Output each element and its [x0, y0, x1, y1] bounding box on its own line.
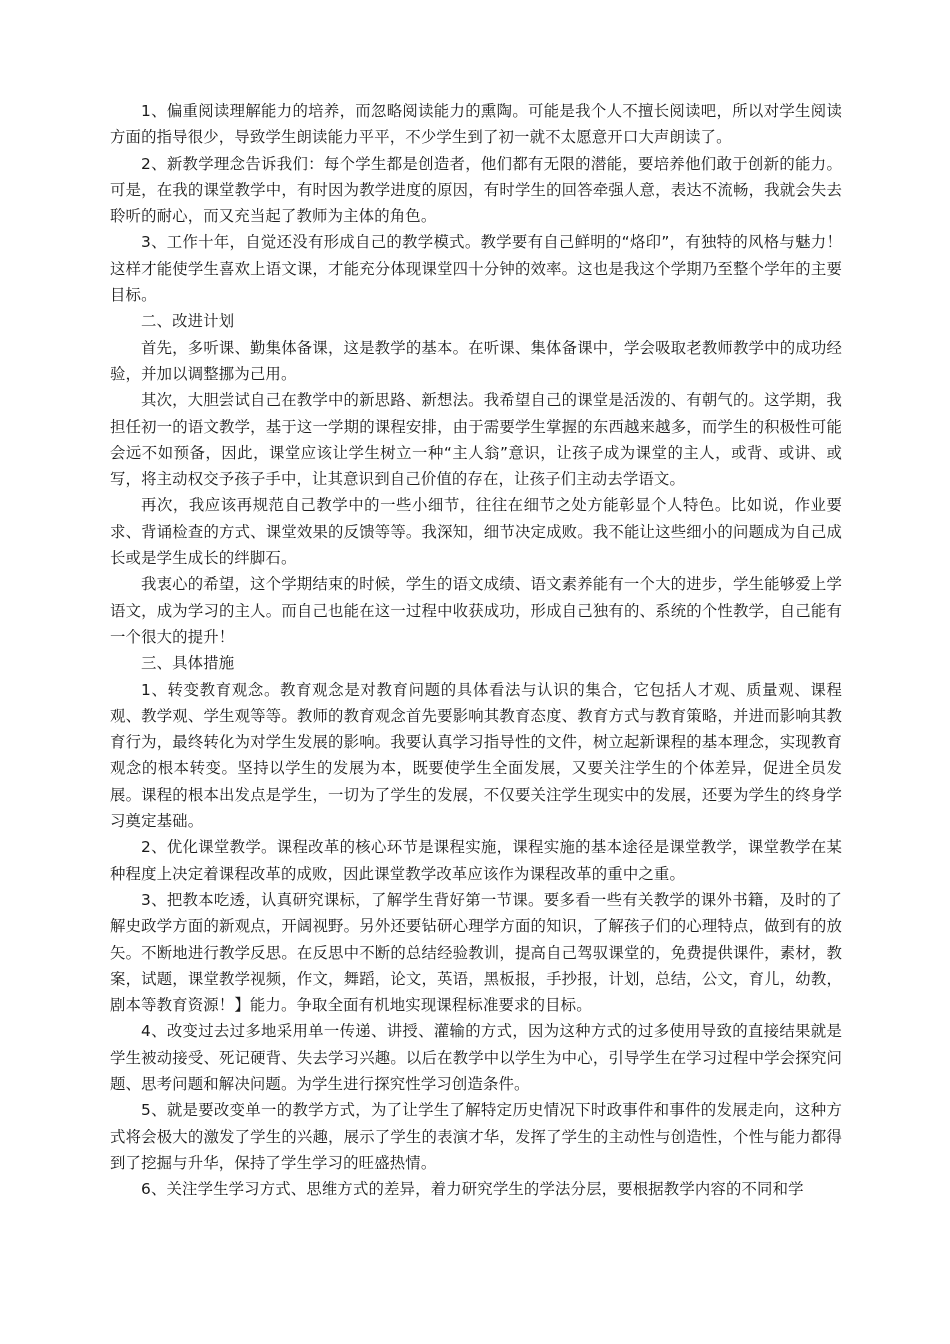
paragraph-third-details: 再次，我应该再规范自己教学中的一些小细节，往往在细节之处方能彰显个人特色。比如说，作业要求、背诵检查的方式、课堂效果的反馈等等。我深知，细节决定成败。我不能让这些细小的问题成为自己成长或是学生成长的绊脚石。 — [110, 496, 842, 568]
paragraph-measure-5-teaching-mode: 5、就是要改变单一的教学方式，为了让学生了解特定历史情况下时政事件和事件的发展走向，这种方式将会极大的激发了学生的兴趣，展示了学生的表演才华，发挥了学生的主动性与创造性，个性与能力都得到了挖掘与升华，保持了学生学习的旺盛热情。 — [110, 1101, 842, 1172]
section-heading-improvement-plan: 二、改进计划 — [141, 312, 235, 331]
document-page — [110, 98, 842, 1202]
paragraph-measure-1-concepts: 1、转变教育观念。教育观念是对教育问题的具体看法与认识的集合，它包括人才观、质量观、课程观、教学观、学生观等等。教师的教育观念首先要影响其教育态度、教育方式与教育策略，并进而影响其教育行为，最终转化为对学生发展的影响。我要认真学习指导性的文件，树立起新课程的基本理念，实现教育观念的根本转变。坚持以学生的发展为本，既要使学生全面发展，又要关注学生的个体差异，促进全员发展。课程的根本出发点是学生，一切为了学生的发展，不仅要关注学生现实中的发展，还要为学生的终身学习奠定基础。 — [110, 680, 842, 831]
paragraph-point-2-innovation: 2、新教学理念告诉我们：每个学生都是创造者，他们都有无限的潜能，要培养他们敢于创新的能力。可是，在我的课堂教学中，有时因为教学进度的原因，有时学生的回答牵强人意，表达不流畅，我就会失去聆听的耐心，而又充当起了教师为主体的角色。 — [110, 154, 842, 226]
paragraph-point-1-reading: 1、偏重阅读理解能力的培养，而忽略阅读能力的熏陶。可能是我个人不擅长阅读吧，所以对学生阅读方面的指导很少，导致学生朗读能力平平，不少学生到了初一就不太愿意开口大声朗读了。 — [110, 102, 842, 147]
paragraph-point-3-teaching-style: 3、工作十年，自觉还没有形成自己的教学模式。教学要有自己鲜明的“烙印”，有独特的风格与魅力！这样才能使学生喜欢上语文课，才能充分体现课堂四十分钟的效率。这也是我这个学期乃至整个学年的主要目标。 — [110, 233, 842, 305]
paragraph-first-listen-lessons: 首先，多听课、勤集体备课，这是教学的基本。在听课、集体备课中，学会吸取老教师教学中的成功经验，并加以调整挪为己用。 — [110, 338, 842, 383]
paragraph-measure-2-classroom: 2、优化课堂教学。课程改革的核心环节是课程实施，课程实施的基本途径是课堂教学，课堂教学在某种程度上决定着课程改革的成败，因此课堂教学改革应该作为课程改革的重中之重。 — [110, 838, 842, 883]
paragraph-measure-4-methods: 4、改变过去过多地采用单一传递、讲授、灌输的方式，因为这种方式的过多使用导致的直接结果就是学生被动接受、死记硬背、失去学习兴趣。以后在教学中以学生为中心，引导学生在学习过程中学会探究问题、思考问题和解决问题。为学生进行探究性学习创造条件。 — [110, 1022, 842, 1093]
section-heading-specific-measures: 三、具体措施 — [141, 654, 235, 673]
paragraph-second-new-ideas: 其次，大胆尝试自己在教学中的新思路、新想法。我希望自己的课堂是活泼的、有朝气的。这学期，我担任初一的语文教学，基于这一学期的课程安排，由于需要学生掌握的东西越来越多，而学生的积极性可能会远不如预备，因此，课堂应该让学生树立一种“主人翁”意识，让孩子成为课堂的主人，或背、或讲、或写，将主动权交予孩子手中，让其意识到自己价值的存在，让孩子们主动去学语文。 — [110, 391, 842, 489]
paragraph-hope: 我衷心的希望，这个学期结束的时候，学生的语文成绩、语文素养能有一个大的进步，学生能够爱上学语文，成为学习的主人。而自己也能在这一过程中收获成功，形成自己独有的、系统的个性教学，自己能有一个很大的提升！ — [110, 575, 842, 646]
paragraph-measure-3-textbook: 3、把教本吃透，认真研究课标，了解学生背好第一节课。要多看一些有关教学的课外书籍，及时的了解史政学方面的新观点，开阔视野。另外还要钻研心理学方面的知识，了解孩子们的心理特点，做到有的放矢。不断地进行教学反思。在反思中不断的总结经验教训，提高自己驾驭课堂的，免费提供课件，素材，教案，试题，课堂教学视频，作文，舞蹈，论文，英语，黑板报，手抄报，计划，总结，公文，育儿，幼教，剧本等教育资源！】能力。争取全面有机地实现课程标准要求的目标。 — [110, 890, 842, 1015]
paragraph-measure-6-differences: 6、关注学生学习方式、思维方式的差异，着力研究学生的学法分层，要根据教学内容的不同和学 — [141, 1180, 804, 1199]
